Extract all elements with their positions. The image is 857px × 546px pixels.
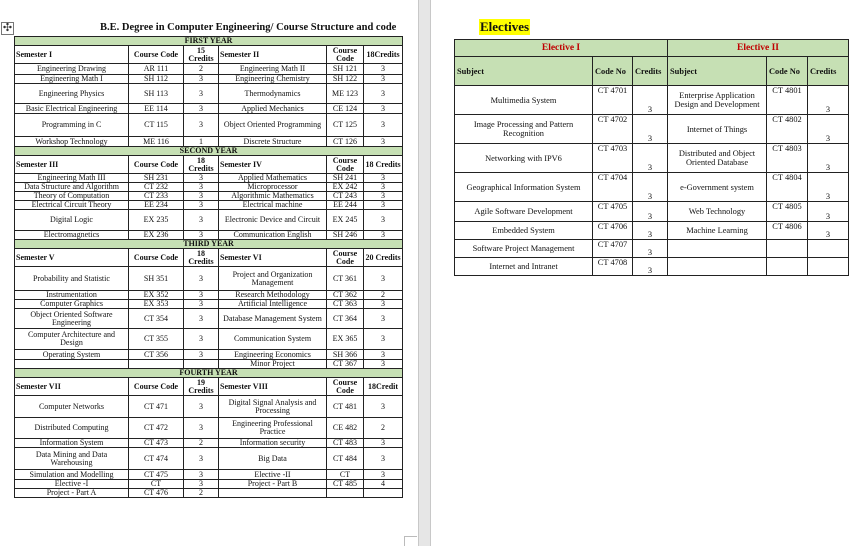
course-credits: 3 <box>184 418 219 439</box>
course-code: EX 352 <box>129 291 184 300</box>
course-credits: 3 <box>364 201 403 210</box>
elective-subject: Geographical Information System <box>455 173 593 202</box>
course-code-header: Course Code <box>327 249 364 267</box>
course-row <box>15 201 403 210</box>
course-credits: 3 <box>364 439 403 448</box>
course-credits: 3 <box>184 267 219 291</box>
course-row <box>15 418 403 439</box>
course-code-header: Course Code <box>129 378 184 396</box>
year-header-row <box>15 147 403 156</box>
course-name: Instrumentation <box>15 291 129 300</box>
elective-column-header: Credits <box>808 57 849 86</box>
course-row <box>15 470 403 480</box>
course-row <box>15 84 403 104</box>
course-code: EE 114 <box>129 104 184 114</box>
elective-subject: Embedded System <box>455 222 593 240</box>
course-code: CT 115 <box>129 114 184 137</box>
year-label: SECOND YEAR <box>15 147 403 156</box>
course-credits: 3 <box>184 104 219 114</box>
course-credits: 3 <box>184 84 219 104</box>
course-row <box>15 104 403 114</box>
semester-label: Semester V <box>15 249 129 267</box>
course-code: CE 124 <box>327 104 364 114</box>
course-code: SH 231 <box>129 174 184 183</box>
year-label: FOURTH YEAR <box>15 369 403 378</box>
semester-label: Semester VI <box>219 249 327 267</box>
course-name: Engineering Chemistry <box>219 75 327 84</box>
elective-row <box>455 258 849 276</box>
course-row <box>15 300 403 309</box>
credits-header: 18 Credits <box>364 156 403 174</box>
elective-credits: 3 <box>633 115 668 144</box>
course-name: Simulation and Modelling <box>15 470 129 480</box>
course-name: Minor Project <box>219 360 327 369</box>
course-credits: 3 <box>364 300 403 309</box>
course-code: CT 355 <box>129 329 184 350</box>
course-name: Electrical machine <box>219 201 327 210</box>
elective-subject: Machine Learning <box>668 222 767 240</box>
elective-credits <box>808 240 849 258</box>
elective-code: CT 4704 <box>593 173 633 202</box>
course-name: Data Mining and Data Warehousing <box>15 448 129 470</box>
course-code: CT <box>129 480 184 489</box>
semester-label: Semester I <box>15 46 129 64</box>
elective-subject: Internet and Intranet <box>455 258 593 276</box>
course-name: Engineering Physics <box>15 84 129 104</box>
course-name: Data Structure and Algorithm <box>15 183 129 192</box>
course-credits: 3 <box>184 300 219 309</box>
course-name: Communication System <box>219 329 327 350</box>
elective-row <box>455 240 849 258</box>
elective-code: CT 4708 <box>593 258 633 276</box>
semester-header-row <box>15 156 403 174</box>
course-code: SH 112 <box>129 75 184 84</box>
course-credits: 3 <box>364 84 403 104</box>
document-page-right <box>430 0 857 546</box>
semester-label: Semester II <box>219 46 327 64</box>
course-code: CT 356 <box>129 350 184 360</box>
course-name: Elective -I <box>15 480 129 489</box>
course-credits <box>364 489 403 498</box>
course-row <box>15 137 403 147</box>
elective-column-header: Code No <box>593 57 633 86</box>
course-credits: 2 <box>364 291 403 300</box>
course-credits: 3 <box>364 210 403 231</box>
course-row <box>15 489 403 498</box>
course-code: CT 473 <box>129 439 184 448</box>
course-code: CT 471 <box>129 396 184 418</box>
elective-credits: 3 <box>633 144 668 173</box>
elective-subject: Internet of Things <box>668 115 767 144</box>
course-credits: 3 <box>184 231 219 240</box>
course-name: Electromagnetics <box>15 231 129 240</box>
elective-code: CT 4702 <box>593 115 633 144</box>
course-code: SH 366 <box>327 350 364 360</box>
course-name: Engineering Drawing <box>15 64 129 75</box>
electives-table <box>454 39 849 276</box>
elective-subject: Networking with IPV6 <box>455 144 593 173</box>
semester-label: Semester VII <box>15 378 129 396</box>
course-name: Project - Part B <box>219 480 327 489</box>
course-code: SH 246 <box>327 231 364 240</box>
elective-code <box>767 240 808 258</box>
course-name: Information System <box>15 439 129 448</box>
elective-row <box>455 115 849 144</box>
elective-column-header: Code No <box>767 57 808 86</box>
course-code-header: Course Code <box>327 378 364 396</box>
elective-credits: 3 <box>808 144 849 173</box>
course-name: Digital Signal Analysis and Processing <box>219 396 327 418</box>
course-name: Basic Electrical Engineering <box>15 104 129 114</box>
course-credits: 3 <box>364 174 403 183</box>
course-row <box>15 183 403 192</box>
course-row <box>15 192 403 201</box>
course-code: CT 475 <box>129 470 184 480</box>
course-code: CT 243 <box>327 192 364 201</box>
course-name: Computer Networks <box>15 396 129 418</box>
course-structure-table <box>14 36 403 498</box>
elective-code: CT 4805 <box>767 202 808 222</box>
course-name: Thermodynamics <box>219 84 327 104</box>
course-credits: 3 <box>364 448 403 470</box>
course-credits: 3 <box>364 231 403 240</box>
course-credits: 3 <box>364 192 403 201</box>
elective-header-row <box>455 57 849 86</box>
course-row <box>15 174 403 183</box>
course-code: CT 233 <box>129 192 184 201</box>
course-credits: 2 <box>184 439 219 448</box>
course-code: CT 363 <box>327 300 364 309</box>
course-name: Communication English <box>219 231 327 240</box>
course-code: CT 232 <box>129 183 184 192</box>
course-code: EE 244 <box>327 201 364 210</box>
credits-header: 18 Credits <box>184 249 219 267</box>
course-credits: 3 <box>364 137 403 147</box>
course-row <box>15 329 403 350</box>
document-title: B.E. Degree in Computer Engineering/ Course Structure and code <box>100 22 397 33</box>
course-code: CT 364 <box>327 309 364 329</box>
course-code: ME 116 <box>129 137 184 147</box>
credits-header: 18 Credits <box>184 156 219 174</box>
course-code: CT 361 <box>327 267 364 291</box>
elective-credits: 3 <box>808 202 849 222</box>
course-row <box>15 210 403 231</box>
course-name: Artificial Intelligence <box>219 300 327 309</box>
course-credits: 4 <box>364 480 403 489</box>
course-credits: 3 <box>184 183 219 192</box>
elective-subject: Image Processing and Pattern Recognition <box>455 115 593 144</box>
elective-code: CT 4703 <box>593 144 633 173</box>
course-name: Big Data <box>219 448 327 470</box>
course-credits: 3 <box>184 448 219 470</box>
credits-header: 20 Credits <box>364 249 403 267</box>
course-code: ME 123 <box>327 84 364 104</box>
table-move-handle-icon[interactable]: ✣ <box>2 22 13 34</box>
elective-subject <box>668 240 767 258</box>
course-name: Engineering Math II <box>219 64 327 75</box>
document-page-left <box>0 0 419 546</box>
course-credits: 3 <box>364 183 403 192</box>
course-credits: 1 <box>184 137 219 147</box>
elective-credits: 3 <box>633 86 668 115</box>
course-name: Microprocessor <box>219 183 327 192</box>
course-credits: 3 <box>184 329 219 350</box>
course-name: Theory of Computation <box>15 192 129 201</box>
semester-label: Semester III <box>15 156 129 174</box>
course-code: CT 483 <box>327 439 364 448</box>
elective-code <box>767 258 808 276</box>
course-code: SH 122 <box>327 75 364 84</box>
elective-group-label: Elective II <box>668 40 849 57</box>
course-code: CT 481 <box>327 396 364 418</box>
course-code: EX 242 <box>327 183 364 192</box>
course-code: EX 353 <box>129 300 184 309</box>
course-name: Programming in C <box>15 114 129 137</box>
elective-subject: Multimedia System <box>455 86 593 115</box>
elective-code: CT 4806 <box>767 222 808 240</box>
course-code: EX 365 <box>327 329 364 350</box>
course-code: CT 126 <box>327 137 364 147</box>
course-credits: 3 <box>364 309 403 329</box>
elective-code: CT 4707 <box>593 240 633 258</box>
course-code-header: Course Code <box>129 46 184 64</box>
elective-credits: 3 <box>808 222 849 240</box>
course-credits: 3 <box>364 75 403 84</box>
course-name: Engineering Math I <box>15 75 129 84</box>
elective-credits <box>808 258 849 276</box>
elective-credits: 3 <box>808 173 849 202</box>
course-row <box>15 64 403 75</box>
elective-row <box>455 222 849 240</box>
course-name: Applied Mathematics <box>219 174 327 183</box>
course-name: Project - Part A <box>15 489 129 498</box>
semester-header-row <box>15 46 403 64</box>
course-name: Electronic Device and Circuit <box>219 210 327 231</box>
course-row <box>15 75 403 84</box>
elective-code: CT 4804 <box>767 173 808 202</box>
course-credits: 3 <box>184 210 219 231</box>
elective-subject: Enterprise Application Design and Development <box>668 86 767 115</box>
course-code: EX 245 <box>327 210 364 231</box>
course-credits: 3 <box>184 350 219 360</box>
elective-subject: Distributed and Object Oriented Database <box>668 144 767 173</box>
course-credits: 3 <box>364 114 403 137</box>
elective-subject <box>668 258 767 276</box>
course-credits: 3 <box>364 360 403 369</box>
course-credits: 2 <box>184 489 219 498</box>
year-label: FIRST YEAR <box>15 37 403 46</box>
course-credits: 3 <box>184 75 219 84</box>
course-code: CT 474 <box>129 448 184 470</box>
elective-column-header: Credits <box>633 57 668 86</box>
elective-row <box>455 173 849 202</box>
elective-column-header: Subject <box>668 57 767 86</box>
elective-group-row <box>455 40 849 57</box>
course-code: CT 362 <box>327 291 364 300</box>
course-row <box>15 267 403 291</box>
elective-subject: Agile Software Development <box>455 202 593 222</box>
course-name: Probability and Statistic <box>15 267 129 291</box>
elective-code: CT 4801 <box>767 86 808 115</box>
course-credits: 3 <box>364 267 403 291</box>
course-credits: 3 <box>364 329 403 350</box>
course-credits: 3 <box>364 396 403 418</box>
course-name: Distributed Computing <box>15 418 129 439</box>
elective-subject: Software Project Management <box>455 240 593 258</box>
course-credits: 3 <box>364 64 403 75</box>
course-code: CE 482 <box>327 418 364 439</box>
course-code: EE 234 <box>129 201 184 210</box>
elective-credits: 3 <box>633 202 668 222</box>
course-credits: 3 <box>364 470 403 480</box>
course-name: Engineering Professional Practice <box>219 418 327 439</box>
semester-header-row <box>15 249 403 267</box>
course-code: EX 236 <box>129 231 184 240</box>
course-name: Elective -II <box>219 470 327 480</box>
elective-subject: Web Technology <box>668 202 767 222</box>
course-credits: 3 <box>364 350 403 360</box>
elective-code: CT 4706 <box>593 222 633 240</box>
elective-code: CT 4701 <box>593 86 633 115</box>
course-name: Database Management System <box>219 309 327 329</box>
elective-credits: 3 <box>808 115 849 144</box>
course-credits: 3 <box>184 174 219 183</box>
course-name: Engineering Economics <box>219 350 327 360</box>
elective-row <box>455 202 849 222</box>
course-code-header: Course Code <box>327 156 364 174</box>
course-row <box>15 480 403 489</box>
course-code: EX 235 <box>129 210 184 231</box>
course-code <box>327 489 364 498</box>
course-name: Engineering Math III <box>15 174 129 183</box>
course-name: Computer Graphics <box>15 300 129 309</box>
course-credits: 2 <box>184 64 219 75</box>
course-name: Algorithmic Mathematics <box>219 192 327 201</box>
course-name: Electrical Circuit Theory <box>15 201 129 210</box>
course-code: CT 354 <box>129 309 184 329</box>
course-code: CT 476 <box>129 489 184 498</box>
course-code <box>129 360 184 369</box>
course-code: SH 351 <box>129 267 184 291</box>
elective-code: CT 4705 <box>593 202 633 222</box>
elective-group-label: Elective I <box>455 40 668 57</box>
course-credits: 3 <box>184 480 219 489</box>
elective-credits: 3 <box>633 173 668 202</box>
course-code: AR 111 <box>129 64 184 75</box>
course-code: CT 472 <box>129 418 184 439</box>
course-code: SH 113 <box>129 84 184 104</box>
course-code: CT 485 <box>327 480 364 489</box>
course-row <box>15 350 403 360</box>
elective-credits: 3 <box>633 222 668 240</box>
course-code: SH 241 <box>327 174 364 183</box>
year-label: THIRD YEAR <box>15 240 403 249</box>
course-credits <box>184 360 219 369</box>
semester-label: Semester VIII <box>219 378 327 396</box>
elective-row <box>455 86 849 115</box>
electives-title: Electives <box>480 19 530 34</box>
course-name: Operating System <box>15 350 129 360</box>
elective-row <box>455 144 849 173</box>
course-name <box>219 489 327 498</box>
course-name: Discrete Structure <box>219 137 327 147</box>
course-row <box>15 231 403 240</box>
course-code: CT <box>327 470 364 480</box>
elective-code: CT 4803 <box>767 144 808 173</box>
course-code: CT 484 <box>327 448 364 470</box>
credits-header: 18Credit <box>364 378 403 396</box>
elective-subject: e-Government system <box>668 173 767 202</box>
course-credits: 3 <box>184 192 219 201</box>
course-credits: 3 <box>184 396 219 418</box>
course-name: Computer Architecture and Design <box>15 329 129 350</box>
course-code-header: Course Code <box>129 249 184 267</box>
course-name: Project and Organization Management <box>219 267 327 291</box>
course-name <box>15 360 129 369</box>
course-name: Digital Logic <box>15 210 129 231</box>
elective-credits: 3 <box>808 86 849 115</box>
semester-label: Semester IV <box>219 156 327 174</box>
course-code: CT 125 <box>327 114 364 137</box>
course-name: Object Oriented Programming <box>219 114 327 137</box>
elective-credits: 3 <box>633 258 668 276</box>
course-credits: 3 <box>184 309 219 329</box>
course-row <box>15 396 403 418</box>
course-row <box>15 291 403 300</box>
course-code: SH 121 <box>327 64 364 75</box>
course-credits: 3 <box>184 201 219 210</box>
credits-header: 15 Credits <box>184 46 219 64</box>
elective-credits: 3 <box>633 240 668 258</box>
credits-header: 18Credits <box>364 46 403 64</box>
course-row <box>15 439 403 448</box>
course-row <box>15 309 403 329</box>
course-name: Object Oriented Software Engineering <box>15 309 129 329</box>
course-credits: 3 <box>184 114 219 137</box>
course-credits: 2 <box>364 418 403 439</box>
course-name: Information security <box>219 439 327 448</box>
page-corner-marker <box>404 536 417 546</box>
course-credits: 3 <box>184 291 219 300</box>
course-credits: 3 <box>184 470 219 480</box>
course-name: Workshop Technology <box>15 137 129 147</box>
course-code-header: Course Code <box>327 46 364 64</box>
semester-header-row <box>15 378 403 396</box>
year-header-row <box>15 369 403 378</box>
year-header-row <box>15 37 403 46</box>
credits-header: 19 Credits <box>184 378 219 396</box>
elective-column-header: Subject <box>455 57 593 86</box>
year-header-row <box>15 240 403 249</box>
course-name: Applied Mechanics <box>219 104 327 114</box>
course-row <box>15 114 403 137</box>
elective-code: CT 4802 <box>767 115 808 144</box>
course-credits: 3 <box>364 104 403 114</box>
course-code-header: Course Code <box>129 156 184 174</box>
course-name: Research Methodology <box>219 291 327 300</box>
course-row <box>15 448 403 470</box>
course-row <box>15 360 403 369</box>
course-code: CT 367 <box>327 360 364 369</box>
